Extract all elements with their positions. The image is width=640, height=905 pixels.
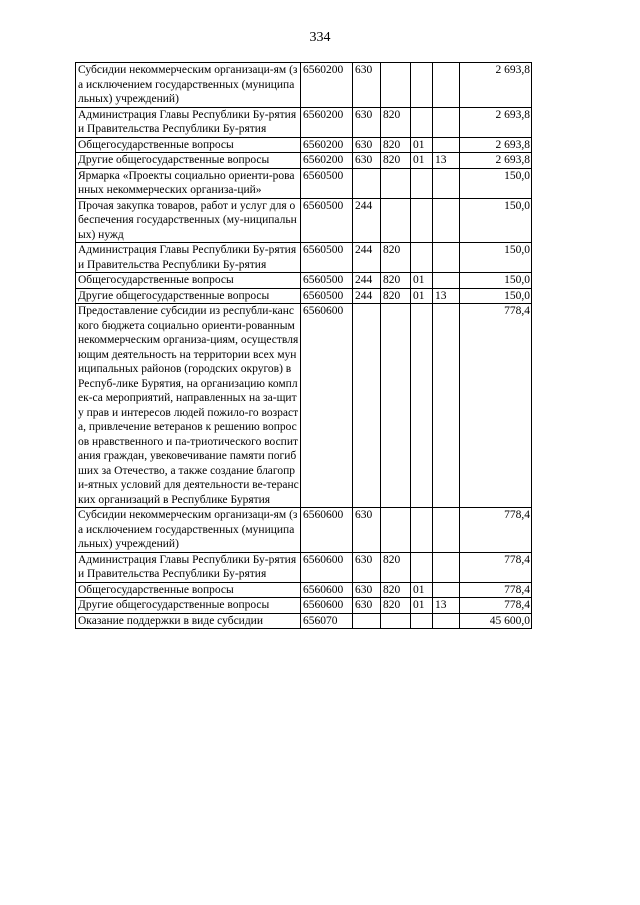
target-article-code-cell: 6560500	[301, 288, 353, 304]
table-row	[76, 137, 532, 153]
section-code-cell	[411, 198, 433, 243]
subsection-code-cell	[433, 63, 460, 108]
target-article-code-cell: 6560500	[301, 243, 353, 273]
target-article-code-cell: 6560600	[301, 304, 353, 508]
budget-table	[75, 62, 532, 629]
budget-table-body	[76, 63, 532, 629]
administrator-code-cell	[381, 508, 411, 553]
subsection-code-cell: 13	[433, 288, 460, 304]
subsection-code-cell: 13	[433, 153, 460, 169]
section-code-cell: 01	[411, 582, 433, 598]
expense-type-code-cell: 630	[353, 598, 381, 614]
expense-type-code-cell	[353, 304, 381, 508]
table-row	[76, 273, 532, 289]
section-code-cell	[411, 613, 433, 629]
section-code-cell: 01	[411, 288, 433, 304]
section-code-cell	[411, 243, 433, 273]
table-row	[76, 304, 532, 508]
administrator-code-cell	[381, 168, 411, 198]
row-name-cell: Общегосударственные вопросы	[76, 582, 301, 598]
amount-cell: 150,0	[460, 288, 532, 304]
row-name-cell: Субсидии некоммерческим организаци-ям (за исключением государственных (муниципальных) учреждений)	[76, 63, 301, 108]
expense-type-code-cell: 630	[353, 582, 381, 598]
target-article-code-cell: 6560600	[301, 598, 353, 614]
subsection-code-cell	[433, 613, 460, 629]
subsection-code-cell: 13	[433, 598, 460, 614]
amount-cell: 778,4	[460, 598, 532, 614]
target-article-code-cell: 6560500	[301, 198, 353, 243]
subsection-code-cell	[433, 552, 460, 582]
section-code-cell	[411, 304, 433, 508]
expense-type-code-cell	[353, 168, 381, 198]
section-code-cell: 01	[411, 273, 433, 289]
table-row	[76, 107, 532, 137]
target-article-code-cell: 6560200	[301, 137, 353, 153]
section-code-cell	[411, 552, 433, 582]
subsection-code-cell	[433, 304, 460, 508]
amount-cell: 778,4	[460, 582, 532, 598]
administrator-code-cell: 820	[381, 582, 411, 598]
target-article-code-cell: 656070	[301, 613, 353, 629]
subsection-code-cell	[433, 137, 460, 153]
row-name-cell: Администрация Главы Республики Бу-рятия и Правительства Республики Бу-рятия	[76, 107, 301, 137]
expense-type-code-cell: 630	[353, 107, 381, 137]
section-code-cell: 01	[411, 137, 433, 153]
expense-type-code-cell: 630	[353, 63, 381, 108]
amount-cell: 150,0	[460, 198, 532, 243]
target-article-code-cell: 6560200	[301, 107, 353, 137]
target-article-code-cell: 6560500	[301, 168, 353, 198]
administrator-code-cell	[381, 63, 411, 108]
table-row	[76, 288, 532, 304]
expense-type-code-cell: 630	[353, 508, 381, 553]
expense-type-code-cell: 630	[353, 137, 381, 153]
expense-type-code-cell: 630	[353, 552, 381, 582]
section-code-cell: 01	[411, 153, 433, 169]
administrator-code-cell: 820	[381, 552, 411, 582]
section-code-cell: 01	[411, 598, 433, 614]
administrator-code-cell: 820	[381, 137, 411, 153]
amount-cell: 778,4	[460, 508, 532, 553]
subsection-code-cell	[433, 582, 460, 598]
expense-type-code-cell: 244	[353, 273, 381, 289]
row-name-cell: Другие общегосударственные вопросы	[76, 153, 301, 169]
administrator-code-cell: 820	[381, 107, 411, 137]
row-name-cell: Оказание поддержки в виде субсидии	[76, 613, 301, 629]
row-name-cell: Прочая закупка товаров, работ и услуг для обеспечения государственных (му-ниципальных) нужд	[76, 198, 301, 243]
administrator-code-cell: 820	[381, 598, 411, 614]
amount-cell: 778,4	[460, 304, 532, 508]
amount-cell: 778,4	[460, 552, 532, 582]
row-name-cell: Предоставление субсидии из республи-канского бюджета социально ориенти-рованным некоммерческим организа-циям, осуществляющим деятельность на территории всех муниципальных районов (городских округов) в Респуб-лике Бурятия, на организацию комплек-са мероприятий, направленных на за-щиту прав и интересов людей пожило-го возраста, привлечение ветеранов к решению вопросов нравственного и па-триотического воспитания граждан, увековечивание памяти погибших за Отечество, а также создание благопри-ятных условий для деятельности ве-теранских организаций в Республике Бурятия	[76, 304, 301, 508]
row-name-cell: Общегосударственные вопросы	[76, 137, 301, 153]
expense-type-code-cell	[353, 613, 381, 629]
administrator-code-cell: 820	[381, 153, 411, 169]
row-name-cell: Другие общегосударственные вопросы	[76, 288, 301, 304]
administrator-code-cell	[381, 304, 411, 508]
target-article-code-cell: 6560500	[301, 273, 353, 289]
expense-type-code-cell: 244	[353, 288, 381, 304]
row-name-cell: Администрация Главы Республики Бу-рятия и Правительства Республики Бу-рятия	[76, 243, 301, 273]
table-row	[76, 153, 532, 169]
amount-cell: 2 693,8	[460, 63, 532, 108]
table-row	[76, 552, 532, 582]
row-name-cell: Другие общегосударственные вопросы	[76, 598, 301, 614]
subsection-code-cell	[433, 107, 460, 137]
row-name-cell: Субсидии некоммерческим организаци-ям (за исключением государственных (муниципальных) учреждений)	[76, 508, 301, 553]
target-article-code-cell: 6560600	[301, 552, 353, 582]
target-article-code-cell: 6560200	[301, 63, 353, 108]
subsection-code-cell	[433, 273, 460, 289]
row-name-cell: Общегосударственные вопросы	[76, 273, 301, 289]
table-row	[76, 243, 532, 273]
administrator-code-cell	[381, 198, 411, 243]
subsection-code-cell	[433, 508, 460, 553]
section-code-cell	[411, 107, 433, 137]
administrator-code-cell: 820	[381, 243, 411, 273]
administrator-code-cell: 820	[381, 273, 411, 289]
administrator-code-cell	[381, 613, 411, 629]
table-row	[76, 198, 532, 243]
table-row	[76, 508, 532, 553]
target-article-code-cell: 6560600	[301, 508, 353, 553]
table-row	[76, 613, 532, 629]
subsection-code-cell	[433, 198, 460, 243]
amount-cell: 150,0	[460, 168, 532, 198]
target-article-code-cell: 6560600	[301, 582, 353, 598]
table-row	[76, 63, 532, 108]
subsection-code-cell	[433, 243, 460, 273]
target-article-code-cell: 6560200	[301, 153, 353, 169]
table-row	[76, 168, 532, 198]
amount-cell: 2 693,8	[460, 153, 532, 169]
expense-type-code-cell: 244	[353, 243, 381, 273]
amount-cell: 45 600,0	[460, 613, 532, 629]
section-code-cell	[411, 508, 433, 553]
section-code-cell	[411, 63, 433, 108]
row-name-cell: Администрация Главы Республики Бу-рятия и Правительства Республики Бу-рятия	[76, 552, 301, 582]
expense-type-code-cell: 630	[353, 153, 381, 169]
page-number: 334	[309, 30, 331, 45]
row-name-cell: Ярмарка «Проекты социально ориенти-рованных некоммерческих организа-ций»	[76, 168, 301, 198]
section-code-cell	[411, 168, 433, 198]
table-row	[76, 582, 532, 598]
expense-type-code-cell: 244	[353, 198, 381, 243]
amount-cell: 2 693,8	[460, 137, 532, 153]
amount-cell: 150,0	[460, 273, 532, 289]
administrator-code-cell: 820	[381, 288, 411, 304]
subsection-code-cell	[433, 168, 460, 198]
table-row	[76, 598, 532, 614]
amount-cell: 150,0	[460, 243, 532, 273]
amount-cell: 2 693,8	[460, 107, 532, 137]
